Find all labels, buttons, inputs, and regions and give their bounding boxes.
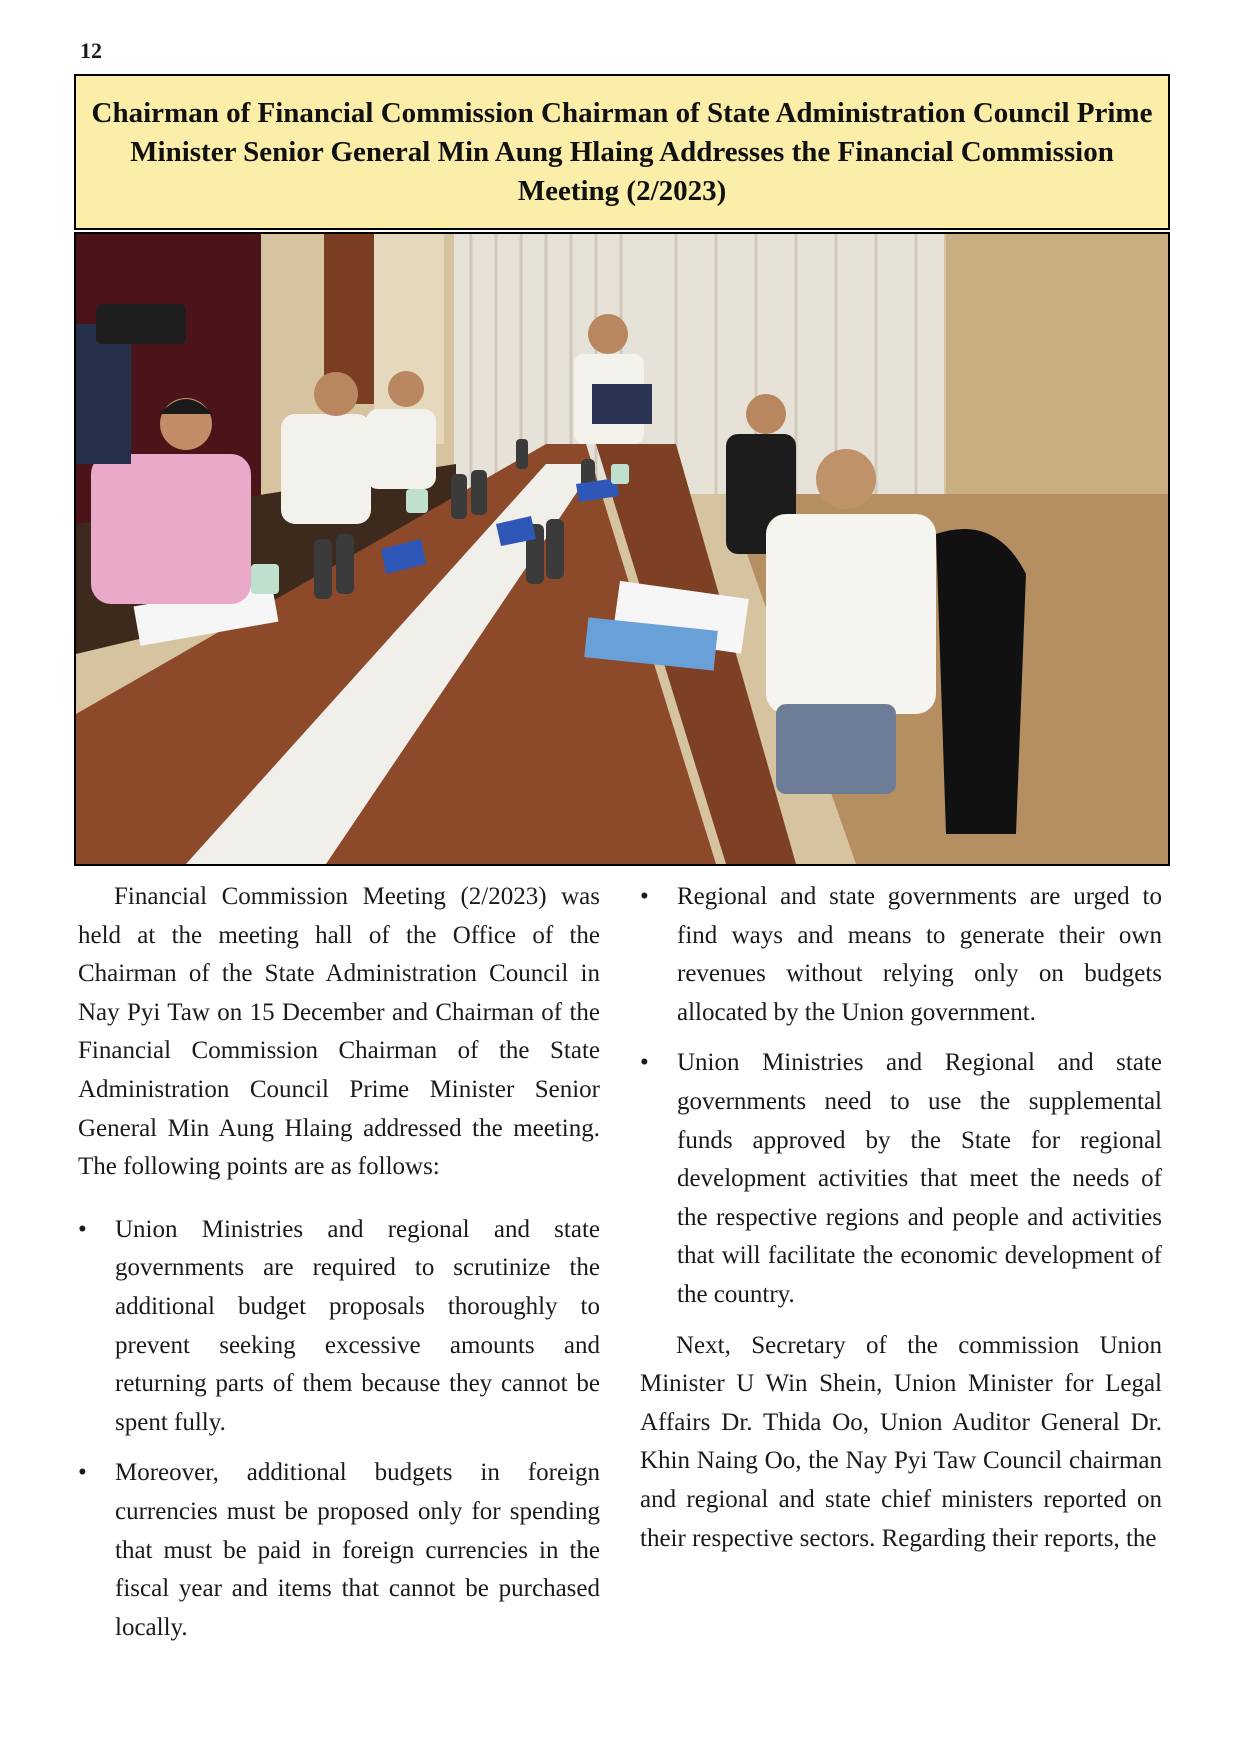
- intro-paragraph: Financial Commission Meeting (2/2023) was held at the meeting hall of the Office of the Chairman of the State Administration Council in Nay Pyi Taw on 15 December and Chairman of the Financial Commission Chairman of the State Administration Council Prime Minister Senior General Min Aung Hlaing addressed the meeting. The following points are as follows:: [78, 883, 600, 1181]
- list-item: [640, 1044, 1162, 1314]
- list-item: [640, 878, 1162, 1032]
- list-item-text: Union Ministries and Regional and state governments need to use the supplemental funds approved by the State for regional development activities that meet the needs of the respective regions and people and activities that will facilitate the economic development of the country.: [677, 1049, 1162, 1308]
- headline-box: [74, 74, 1170, 230]
- closing-paragraph: Next, Secretary of the commission Union Minister U Win Shein, Union Minister for Legal Affairs Dr. Thida Oo, Union Auditor General Dr. Khin Naing Oo, the Nay Pyi Taw Council chairman and regional and state chief ministers reported on their respective sectors. Regarding their reports, the: [640, 1331, 1162, 1552]
- bullet-marker: •: [640, 1049, 649, 1077]
- column-right: [640, 878, 1162, 1558]
- bullet-marker: •: [78, 1459, 87, 1487]
- bullet-marker: •: [640, 883, 649, 910]
- list-item-text: Regional and state governments are urged to find ways and means to generate their own revenues without relying only on budgets allocated by the Union government.: [677, 883, 1162, 1026]
- page-number: 12: [80, 38, 102, 63]
- column-left: [78, 878, 600, 1647]
- list-item-text: Union Ministries and regional and state governments are required to scrutinize the additional budget proposals thoroughly to prevent seeking excessive amounts and returning parts of them because they cannot be spent fully.: [115, 1215, 600, 1436]
- list-item: [78, 1454, 600, 1647]
- headline: Chairman of Financial Commission Chairman of State Administration Council Prime Minister Senior General Min Aung Hlaing Addresses the Financial Commission Meeting (2/2023): [91, 96, 1153, 207]
- list-item-text: Moreover, additional budgets in foreign currencies must be proposed only for spending that must be paid in foreign currencies in the fiscal year and items that cannot be purchased locally.: [115, 1459, 600, 1641]
- meeting-photo-illustration: [76, 234, 1168, 864]
- meeting-photo: [74, 232, 1170, 866]
- bullet-marker: •: [78, 1215, 87, 1243]
- list-item: [78, 1211, 600, 1443]
